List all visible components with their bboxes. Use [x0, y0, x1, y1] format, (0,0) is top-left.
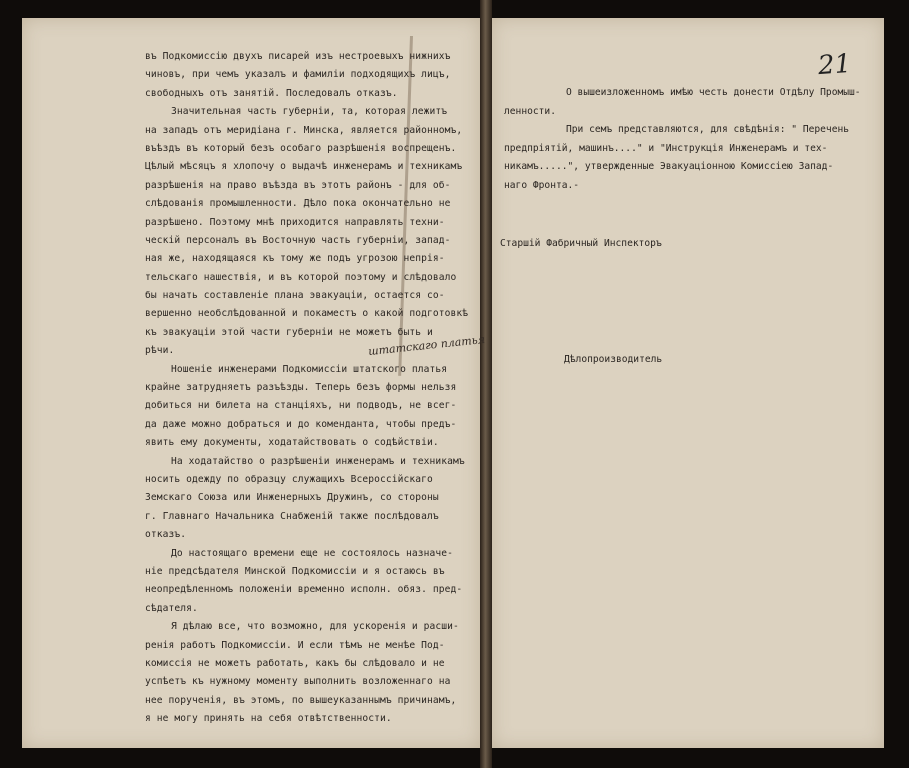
handwritten-correction: штатскаго платья: [367, 332, 486, 359]
text-line: До настоящаго времени еще не состоялось назначе-: [171, 547, 454, 559]
text-line: Земскаго Союза или Инженерныхъ Дружинъ, со стороны: [145, 492, 439, 504]
signature-title-inspector: Старшій Фабричный Инспекторъ: [500, 238, 662, 249]
text-line: предпріятій, машинъ...." и "Инструкція Инженерамъ и тех-: [504, 142, 828, 154]
text-line: г. Главнаго Начальника Снабженій также послѣдовалъ: [145, 510, 439, 522]
text-line: ренія работъ Подкомиссіи. И если тѣмъ не менѣе Под-: [145, 639, 445, 651]
text-line: добиться ни билета на станціяхъ, ни подводъ, не всег-: [145, 400, 457, 412]
text-line: я не могу принять на себя отвѣтственности.: [145, 713, 392, 725]
text-line: явить ему документы, ходатайствовать о содѣйствіи.: [145, 437, 439, 449]
text-line: комиссія не можетъ работать, какъ бы слѣдовало и не: [145, 657, 445, 669]
text-line: ніе предсѣдателя Минской Подкомиссіи и я остаюсь въ: [145, 565, 445, 577]
book-spine: [480, 0, 492, 768]
text-line: На ходатайство о разрѣшеніи инженерамъ и техникамъ: [171, 455, 465, 467]
text-line: никамъ.....", утвержденные Эвакуаціонною Комиссіею Запад-: [504, 161, 834, 173]
text-line: рѣчи.: [145, 345, 175, 357]
text-line: вершенно необслѣдованной и покаместъ о какой подготовкѣ: [145, 308, 469, 320]
text-line: наго Фронта.-: [504, 179, 580, 191]
text-line: отказъ.: [145, 529, 187, 541]
right-page: [492, 18, 884, 748]
text-line: сѣдателя.: [145, 602, 198, 614]
text-line: бы начать составленіе плана эвакуаціи, остается со-: [145, 290, 445, 302]
text-line: При семъ представляются, для свѣдѣнія: " Перечень: [566, 124, 850, 136]
text-line: слѣдованія промышленности. Дѣло пока окончательно не: [145, 198, 451, 210]
text-line: тельскаго нашествія, и въ которой поэтому и слѣдовало: [145, 271, 457, 283]
text-line: Цѣлый мѣсяцъ я хлопочу о выдачѣ инженерамъ и техникамъ: [145, 161, 463, 173]
text-line: да даже можно добраться и до коменданта, чтобы предъ-: [145, 418, 457, 430]
text-line: ленности.: [504, 105, 556, 117]
text-line: нее порученія, въ этомъ, по вышеуказаннымъ причинамъ,: [145, 694, 457, 706]
left-page-text: [145, 48, 475, 728]
text-line: крайне затрудняетъ разъѣзды. Теперь безъ формы нельзя: [145, 382, 457, 394]
text-line: въ Подкомиссію двухъ писарей изъ нестроевыхъ нижнихъ: [145, 51, 451, 62]
text-line: къ эвакуаціи этой части губерніи не можетъ быть и: [145, 326, 433, 338]
text-line: носить одежду по образцу служащихъ Всероссійскаго: [145, 473, 433, 485]
text-line: успѣетъ къ нужному моменту выполнить возложеннаго на: [145, 676, 451, 688]
text-line: чиновъ, при чемъ указалъ и фамиліи подходящихъ лицъ,: [145, 69, 451, 81]
text-line: Значительная часть губерніи, та, которая лежитъ: [171, 106, 448, 118]
text-line: ческій персоналъ въ Восточную часть губерніи, запад-: [145, 234, 451, 246]
text-line: въѣздъ въ который безъ особаго разрѣшенія воспрещенъ.: [145, 142, 457, 154]
right-page-text: [504, 84, 879, 196]
text-line: разрѣшенія на право въѣзда въ этотъ районъ - для об-: [145, 179, 451, 191]
text-line: разрѣшено. Поэтому мнѣ приходится направлять техни-: [145, 216, 445, 228]
folio-number: 21: [816, 48, 853, 82]
text-line: Я дѣлаю все, что возможно, для ускоренія и расши-: [171, 621, 459, 633]
text-line: ная же, находящаяся къ тому же подъ угрозою непрія-: [145, 253, 445, 265]
text-line: на западъ отъ меридіана г. Минска, является районномъ,: [145, 124, 463, 136]
text-line: неопредѣленномъ положеніи временно исполн. обяз. пред-: [145, 584, 463, 596]
signature-title-clerk: Дѣлопроизводитель: [564, 354, 663, 365]
text-line: О вышеизложенномъ имѣю честь донести Отдѣлу Промыш-: [566, 87, 861, 98]
text-line: Ношеніе инженерами Подкомиссіи штатского платья: [171, 363, 448, 375]
text-line: свободныхъ отъ занятій. Последовалъ отказъ.: [145, 87, 398, 99]
